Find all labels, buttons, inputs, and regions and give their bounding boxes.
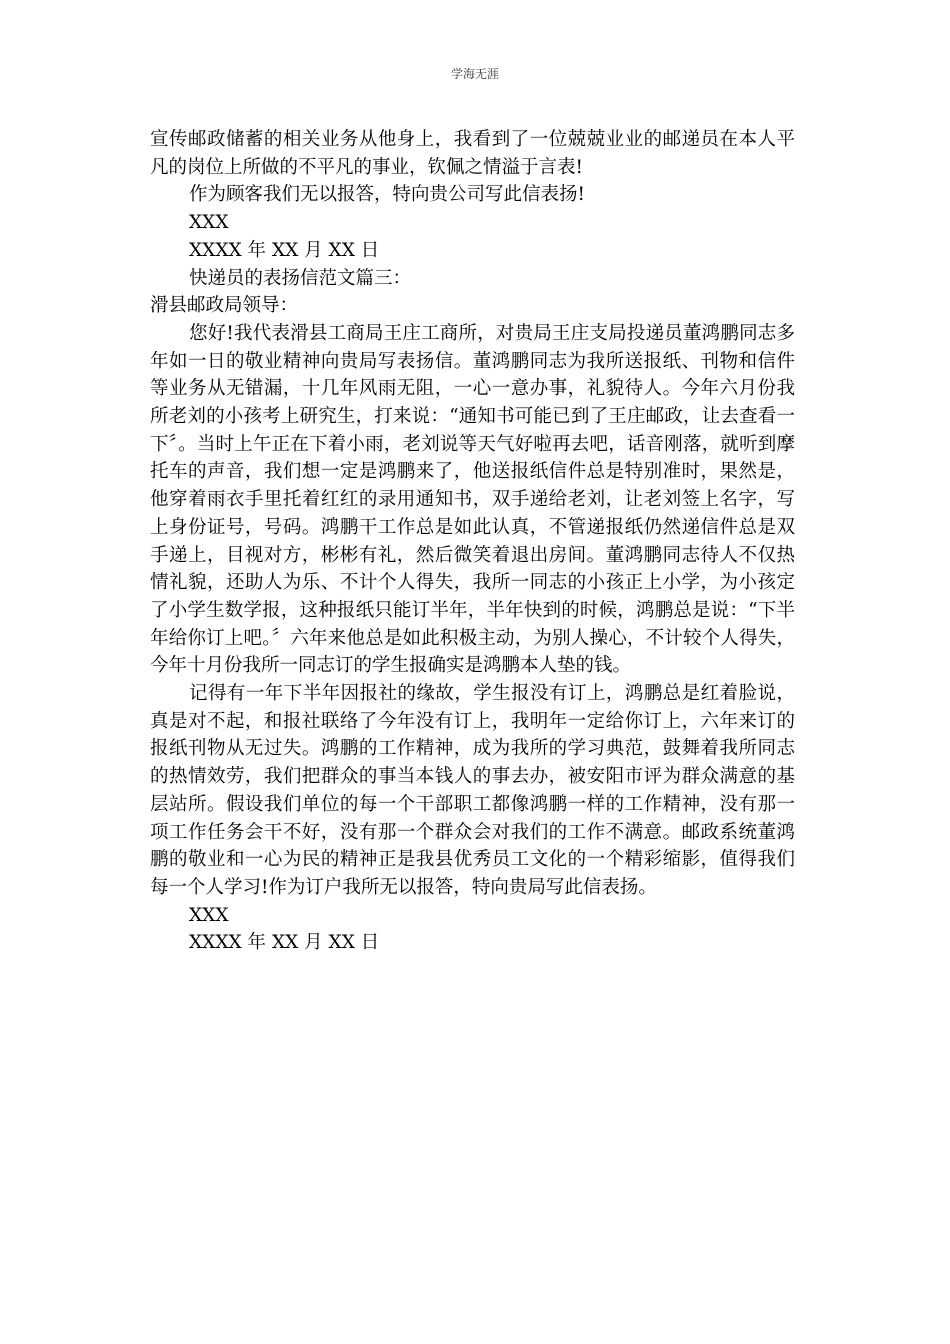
paragraph-intro-continuation: 宣传邮政储蓄的相关业务从他身上，我看到了一位兢兢业业的邮递员在本人平凡的岗位上所做的不平凡的事业，钦佩之情溢于言表!	[150, 129, 795, 178]
document-body	[150, 126, 795, 957]
signature-date-2: XXXX 年 XX 月 XX 日	[189, 932, 380, 954]
paragraph-body-2: 记得有一年下半年因报社的缘故，学生报没有订上，鸿鹏总是红着脸说，真是对不起，和报社联络了今年没有订上，我明年一定给你订上，六年来订的报纸刊物从无过失。鸿鹏的工作精神，成为我所的学习典范，鼓舞着我所同志的热情效劳，我们把群众的事当本钱人的事去办，被安阳市评为群众满意的基层站所。假设我们单位的每一个干部职工都像鸿鹏一样的工作精神，没有那一项工作任务会干不好，没有那一个群众会对我们的工作不满意。邮政系统董鸿鹏的敬业和一心为民的精神正是我县优秀员工文化的一个精彩缩影，值得我们每一个人学习!作为订户我所无以报答，特向贵局写此信表扬。	[150, 683, 795, 898]
signature-date: XXXX 年 XX 月 XX 日	[189, 239, 380, 261]
signature-name: XXX	[189, 212, 229, 234]
paragraph-thanks: 作为顾客我们无以报答，特向贵公司写此信表扬!	[189, 184, 585, 206]
section-heading: 快递员的表扬信范文篇三：	[189, 267, 412, 289]
letter-salutation: 滑县邮政局领导：	[150, 295, 299, 317]
signature-name-2: XXX	[189, 904, 229, 926]
page-header: 学海无涯	[450, 67, 499, 81]
paragraph-body-1: 您好!我代表滑县工商局王庄工商所，对贵局王庄支局投递员董鸿鹏同志多年如一日的敬业精神向贵局写表扬信。董鸿鹏同志为我所送报纸、刊物和信件等业务从无错漏，十几年风雨无阻，一心一意办事，礼貌待人。今年六月份我所老刘的小孩考上研究生，打来说：“通知书可能已到了王庄邮政，让去查看一下〞。当时上午正在下着小雨，老刘说等天气好啦再去吧，话音刚落，就听到摩托车的声音，我们想一定是鸿鹏来了，他送报纸信件总是特别准时，果然是，他穿着雨衣手里托着红红的录用通知书，双手递给老刘，让老刘签上名字，写上身份证号，号码。鸿鹏干工作总是如此认真，不管递报纸仍然递信件总是双手递上，目视对方，彬彬有礼，然后微笑着退出房间。董鸿鹏同志待人不仅热情礼貌，还助人为乐、不计个人得失，我所一同志的小孩正上小学，为小孩定了小学生数学报，这种报纸只能订半年，半年快到的时候，鸿鹏总是说：“下半年给你订上吧。〞六年来他总是如此积极主动，为别人操心，不计较个人得失，今年十月份我所一同志订的学生报确实是鸿鹏本人垫的钱。	[150, 322, 795, 677]
